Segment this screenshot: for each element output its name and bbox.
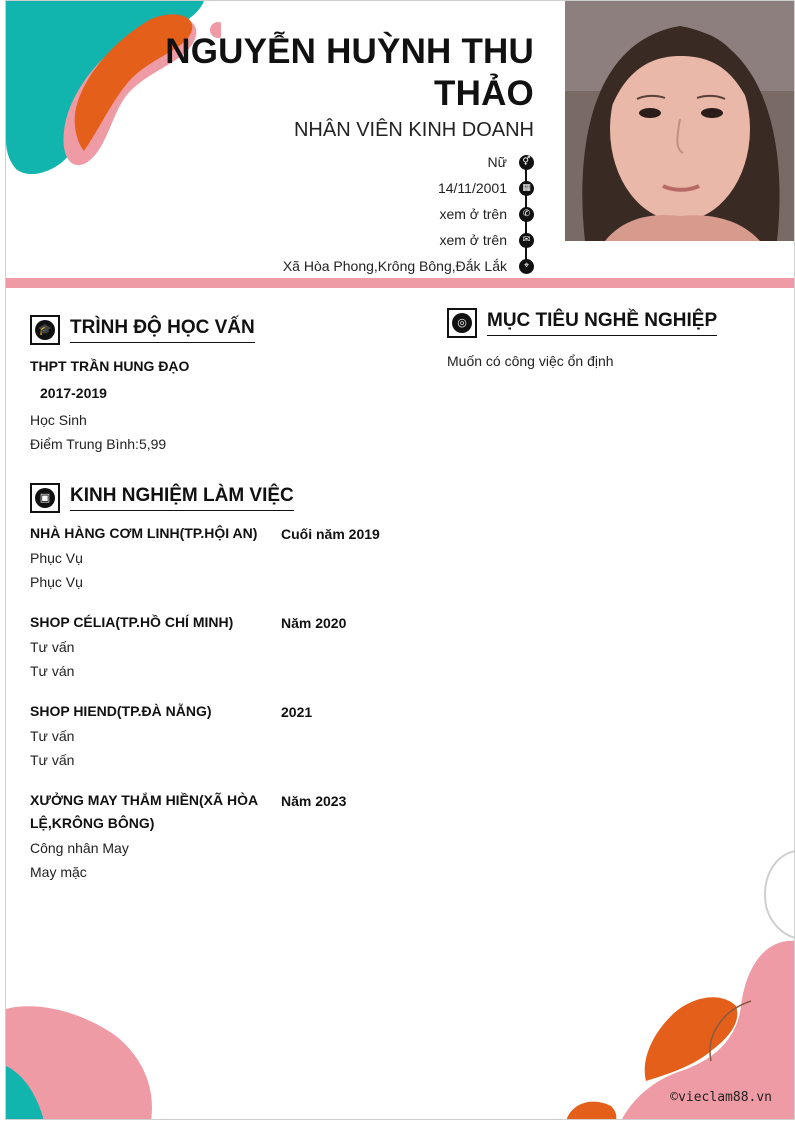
candidate-name: [114, 31, 534, 115]
experience-position: Tư vấn: [30, 728, 75, 744]
education-school: THPT TRẦN HUNG ĐẠO: [30, 358, 190, 374]
experience-time: Cuối năm 2019: [281, 526, 380, 542]
experience-position: Tư vấn: [30, 639, 75, 655]
objective-section-header: [447, 308, 717, 338]
experience-description: May mặc: [30, 864, 87, 880]
portrait-illustration: [565, 1, 795, 241]
experience-position: Phục Vụ: [30, 550, 83, 566]
experience-heading: KINH NGHIỆM LÀM VIỆC: [70, 485, 294, 511]
education-section-header: [30, 315, 255, 345]
calendar-icon: ▦: [519, 181, 534, 196]
objective-icon-frame: [447, 308, 477, 338]
name-line-1: NGUYỄN HUỲNH THU: [165, 32, 534, 71]
contact-phone: [114, 201, 534, 227]
education-role: Học Sinh: [30, 412, 87, 428]
gender-value: Nữ: [487, 154, 507, 170]
graduation-cap-icon: 🎓: [35, 320, 55, 340]
education-score: Điểm Trung Bình:5,99: [30, 436, 167, 452]
target-icon: ◎: [452, 313, 472, 333]
address-value: Xã Hòa Phong,Krông Bông,Đắk Lắk: [282, 258, 507, 274]
experience-time: Năm 2023: [281, 793, 347, 809]
objective-heading: MỤC TIÊU NGHỀ NGHIỆP: [487, 310, 717, 336]
name-line-2: THẢO: [434, 74, 534, 113]
briefcase-icon: ▣: [35, 488, 55, 508]
phone-icon: ✆: [519, 207, 534, 222]
experience-section-header: [30, 483, 294, 513]
email-icon: ✉: [519, 233, 534, 248]
bottom-right-decoration: [561, 846, 795, 1120]
bottom-left-decoration: [6, 1001, 166, 1120]
experience-company: XƯỞNG MAY THẮM HIỀN(XÃ HÒA LỆ,KRÔNG BÔNG): [30, 792, 258, 831]
experience-time: Năm 2020: [281, 615, 347, 631]
location-icon: ⌖: [519, 259, 534, 274]
gender-icon: ⚥: [519, 155, 534, 170]
experience-description: Tư ván: [30, 663, 75, 679]
header-divider-bar: [6, 278, 795, 288]
contact-email: [114, 227, 534, 253]
experience-company: SHOP HIEND(TP.ĐÀ NẴNG): [30, 703, 212, 719]
experience-description: Tư vấn: [30, 752, 75, 768]
experience-description: Phục Vụ: [30, 574, 83, 590]
experience-time: 2021: [281, 704, 313, 720]
objective-text: Muốn có công việc ổn định: [447, 353, 614, 369]
experience-position: Công nhân May: [30, 840, 129, 856]
contact-gender: [114, 149, 534, 175]
experience-company: SHOP CÉLIA(TP.HỒ CHÍ MINH): [30, 614, 234, 630]
education-period: 2017-2019: [40, 385, 107, 401]
phone-value: xem ở trên: [439, 206, 507, 222]
education-icon-frame: [30, 315, 60, 345]
birthday-value: 14/11/2001: [437, 180, 507, 196]
experience-company: NHÀ HÀNG CƠM LINH(TP.HỘI AN): [30, 525, 258, 541]
contact-birthday: [114, 175, 534, 201]
email-value: xem ở trên: [439, 232, 507, 248]
education-heading: TRÌNH ĐỘ HỌC VẤN: [70, 317, 255, 343]
contact-address: [114, 253, 534, 279]
watermark: ©vieclam88.vn: [670, 1090, 772, 1105]
experience-icon-frame: [30, 483, 60, 513]
contact-list: [114, 149, 534, 279]
profile-photo: [565, 1, 795, 241]
cv-page: [5, 0, 795, 1120]
job-title: NHÂN VIÊN KINH DOANH: [293, 119, 534, 141]
